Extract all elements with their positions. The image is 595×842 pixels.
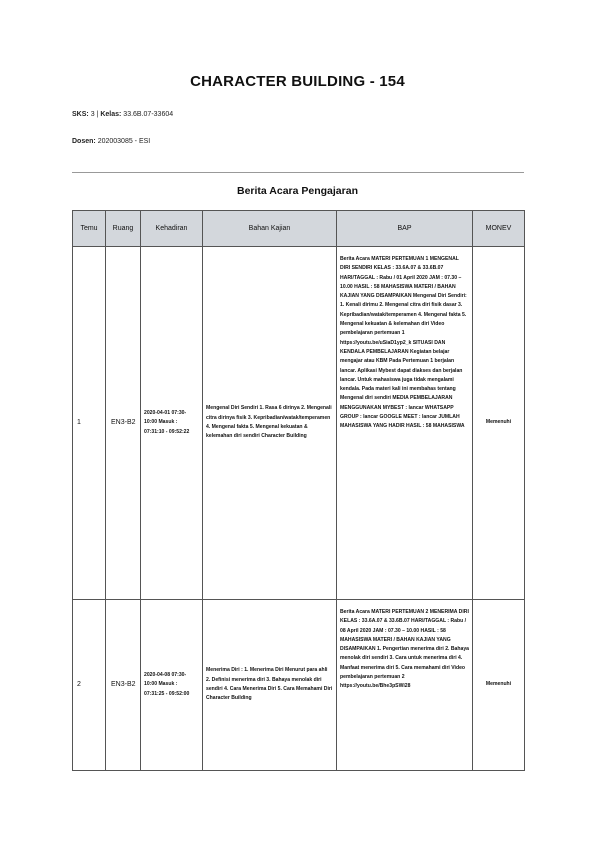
header-monev: MONEV [473, 211, 525, 247]
divider [72, 172, 524, 173]
kelas-value: 33.6B.07-33604 [123, 111, 174, 118]
course-title: CHARACTER BUILDING - 154 [190, 73, 405, 90]
header-kehadiran: Kehadiran [141, 211, 203, 247]
cell-monev: Memenuhi [473, 247, 525, 600]
sks-label: SKS: [72, 111, 89, 118]
meta-separator: | [96, 111, 99, 118]
course-meta [72, 111, 173, 118]
cell-kehadiran: 2020-04-08 07:30-10:00 Masuk : 07:31:25 - 09:52:00 [141, 600, 203, 771]
cell-temu: 1 [73, 247, 106, 600]
lecturer-meta [72, 138, 150, 145]
teaching-record-table [72, 210, 525, 771]
cell-bap: Berita Acara MATERI PERTEMUAN 1 MENGENAL DIRI SENDIRI KELAS : 33.6A.07 & 33.6B.07 HARI/TAGGAL : Rabu / 01 April 2020 JAM : 07.30 – 10.00 HASIL : 58 MAHASISWA MATERI / BAHAN KAJIAN YANG DISAMPAIKAN Mengenal Diri Sendiri: 1. Kenali dirimu 2. Mengenal citra diri fisik dasar 3. Kepribadian/watak/temperamen 4. Mengenal fakta 5. Mengenal kekuatan & kelemahan diri Video pembelajaran pertemuan 1 https://youtu.be/uSiaD1yp2_k SITUASI DAN KENDALA PEMBELAJARAN Kegiatan belajar mengajar atau KBM Pada Pertemuan 1 berjalan lancar. Aplikasi Mybest dapat diakses dan berjalan lancar. Untuk mahasiswa juga tidak mengalami kendala. Pada materi kali ini membahas tentang Mengenal diri sendiri MEDIA PEMBELAJARAN MENGGUNAKAN MYBEST : lancar WHATSAPP GROUP : lancar GOOGLE MEET : lancar JUMLAH MAHASISWA YANG HADIR HASIL : 58 MAHASISWA [337, 247, 473, 600]
section-title: Berita Acara Pengajaran [236, 185, 358, 197]
cell-ruang: EN3-B2 [106, 600, 141, 771]
table-row [73, 247, 525, 600]
header-temu: Temu [73, 211, 106, 247]
kelas-label: Kelas: [100, 111, 122, 118]
dosen-value: 202003085 - ESI [97, 138, 151, 145]
cell-bahan-kajian: Menerima Diri : 1. Menerima Diri Menurut para ahli 2. Definisi menerima diri 3. Bahaya menolak diri sendiri 4. Cara Menerima Diri 5. Cara Memahami Diri Character Building [203, 600, 337, 771]
cell-monev: Memenuhi [473, 600, 525, 771]
cell-bap: Berita Acara MATERI PERTEMUAN 2 MENERIMA DIRI KELAS : 33.6A.07 & 33.6B.07 HARI/TAGGAL : Rabu / 08 April 2020 JAM : 07.30 – 10.00 HASIL : 58 MAHASISWA MATERI / BAHAN KAJIAN YANG DISAMPAIKAN 1. Pengertian menerima diri 2. Bahaya menolak diri sendiri 3. Cara untuk menerima diri 4. Manfaat menerima diri 5. Cara memahami diri Video pembelajaran pertemuan 2 https://youtu.be/Bhe3pSWi28 [337, 600, 473, 771]
cell-bahan-kajian: Mengenal Diri Sendiri 1. Rasa 6 dirinya 2. Mengenali citra dirinya fisik 3. Kepribadian/watak/temperamen 4. Mengenal fakta 5. Mengenal kekuatan & kelemahan diri sendiri Character Building [203, 247, 337, 600]
header-bap: BAP [337, 211, 473, 247]
table-header-row [73, 211, 525, 247]
dosen-label: Dosen: [72, 138, 96, 145]
cell-temu: 2 [73, 600, 106, 771]
table-row [73, 600, 525, 771]
sks-value: 3 [90, 111, 95, 118]
cell-kehadiran: 2020-04-01 07:30-10:00 Masuk : 07:31:10 - 09:52:22 [141, 247, 203, 600]
header-bahan-kajian: Bahan Kajian [203, 211, 337, 247]
cell-ruang: EN3-B2 [106, 247, 141, 600]
header-ruang: Ruang [106, 211, 141, 247]
